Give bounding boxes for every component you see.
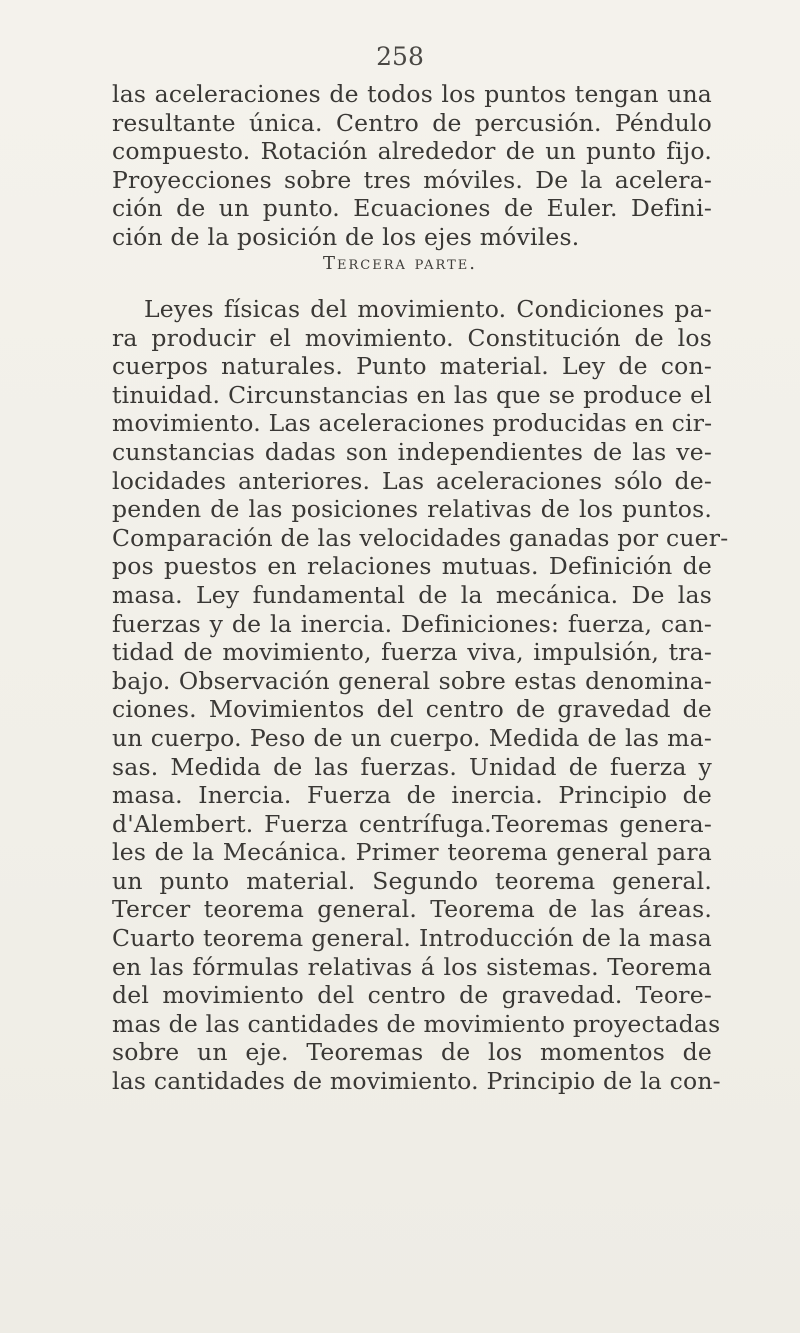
text-line: locidades anteriores. Las aceleraciones sólo de-	[112, 466, 712, 495]
section-heading: Tercera parte.	[322, 253, 477, 274]
text-line: ciones. Movimientos del centro de gravedad de	[112, 695, 712, 724]
text-line: penden de las posiciones relativas de los puntos.	[112, 495, 712, 524]
text-line: tinuidad. Circunstancias en las que se produce el	[112, 380, 712, 409]
text-line: Tercer teorema general. Teorema de las áreas.	[112, 895, 712, 924]
text-line: compuesto. Rotación alrededor de un punto fijo.	[112, 137, 712, 166]
text-line: sobre un eje. Teoremas de los momentos de	[112, 1038, 712, 1067]
text-line: en las fórmulas relativas á los sistemas. Teorema	[112, 952, 712, 981]
text-line: un cuerpo. Peso de un cuerpo. Medida de las ma-	[112, 723, 712, 752]
text-line: Comparación de las velocidades ganadas por cuer-	[112, 523, 729, 552]
text-line: ción de un punto. Ecuaciones de Euler. Defini-	[112, 194, 712, 223]
text-line: Cuarto teorema general. Introducción de la masa	[112, 924, 712, 953]
text-line: mas de las cantidades de movimiento proyectadas	[112, 1009, 721, 1038]
text-line: fuerzas y de la inercia. Definiciones: fuerza, can-	[112, 609, 712, 638]
text-line: Proyecciones sobre tres móviles. De la acelera-	[112, 165, 712, 194]
text-line: cuerpos naturales. Punto material. Ley de con-	[112, 352, 712, 381]
paragraph-2	[112, 295, 729, 1096]
page-number: 258	[376, 42, 424, 71]
text-line: masa. Ley fundamental de la mecánica. De las	[112, 580, 712, 609]
text-line: les de la Mecánica. Primer teorema general para	[112, 838, 712, 867]
text-line: las cantidades de movimiento. Principio de la con-	[112, 1067, 721, 1096]
text-line: cunstancias dadas son independientes de las ve-	[112, 437, 712, 466]
text-line: d'Alembert. Fuerza centrífuga.Teoremas genera-	[112, 809, 712, 838]
text-line: ra producir el movimiento. Constitución de los	[112, 323, 712, 352]
text-line: del movimiento del centro de gravedad. Teore-	[112, 981, 712, 1010]
paragraph-1	[112, 80, 712, 252]
text-line: tidad de movimiento, fuerza viva, impulsión, tra-	[112, 638, 712, 667]
text-line: ción de la posición de los ejes móviles.	[112, 222, 580, 251]
text-line: las aceleraciones de todos los puntos tengan una	[112, 80, 712, 108]
text-line: un punto material. Segundo teorema general.	[112, 866, 712, 895]
text-line: resultante única. Centro de percusión. Péndulo	[112, 108, 712, 137]
text-line: bajo. Observación general sobre estas denomina-	[112, 666, 712, 695]
text-line: pos puestos en relaciones mutuas. Definición de	[112, 552, 712, 581]
text-line: masa. Inercia. Fuerza de inercia. Principio de	[112, 781, 712, 810]
text-line: movimiento. Las aceleraciones producidas en cir-	[112, 409, 713, 438]
text-line: sas. Medida de las fuerzas. Unidad de fuerza y	[112, 752, 712, 781]
text-line: Leyes físicas del movimiento. Condiciones pa-	[144, 295, 712, 323]
